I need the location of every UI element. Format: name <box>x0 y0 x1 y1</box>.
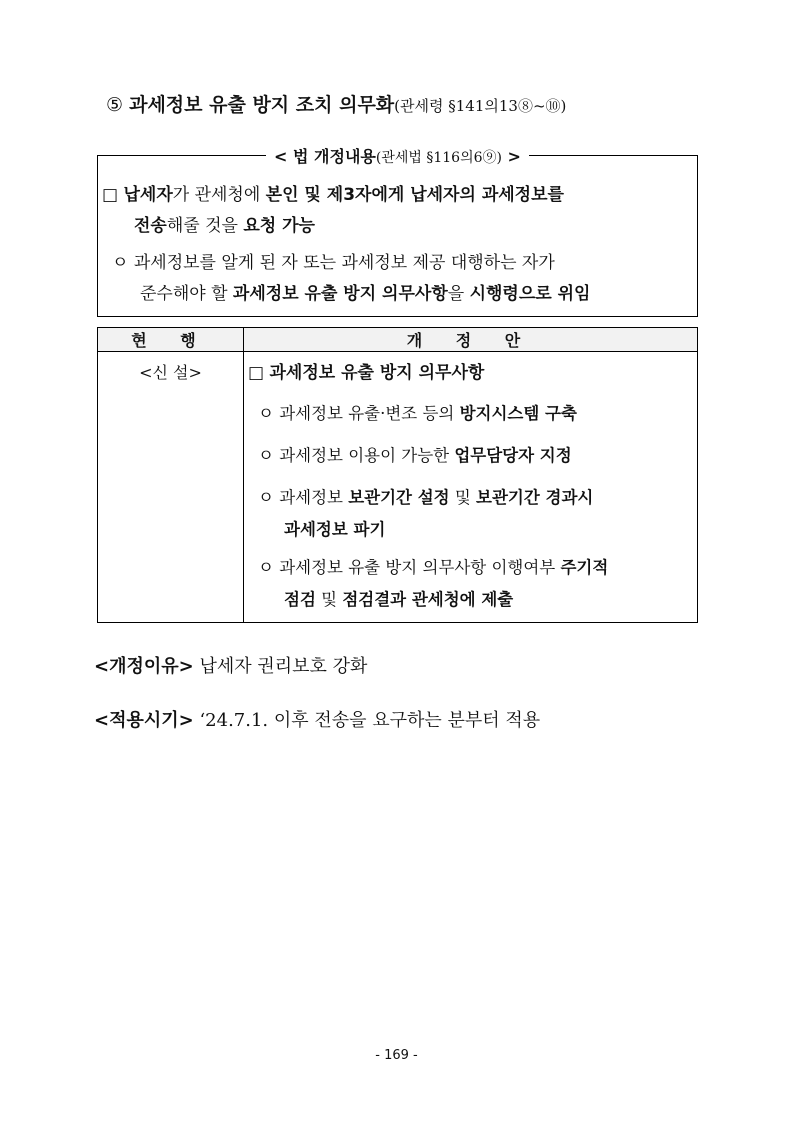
section-number: ⑤ <box>106 94 124 116</box>
effective-date <box>94 706 540 732</box>
table-header-row <box>98 328 698 352</box>
list-item: ㅇ 과세정보 보관기간 설정 및 보관기간 경과시 과세정보 파기 <box>258 488 594 539</box>
table-row <box>98 352 698 623</box>
effective-text: ‘24.7.1. 이후 전송을 요구하는 분부터 적용 <box>193 710 541 731</box>
reason-label: <개정이유> <box>94 656 194 677</box>
summary-item-delegation: ㅇ 과세정보를 알게 된 자 또는 과세정보 제공 대행하는 자가 준수해야 할 과세정보 유출 방지 의무사항을 시행령으로 위임 <box>112 253 591 304</box>
section-reference: (관세령 §141의13⑧~⑩) <box>394 97 567 115</box>
page-number: - 169 - <box>375 1048 418 1063</box>
amendment-reason <box>94 652 367 678</box>
comparison-table <box>97 327 698 623</box>
reason-text: 납세자 권리보호 강화 <box>193 656 368 677</box>
box-title: < 법 개정내용(관세법 §116의6⑨) > <box>98 144 697 167</box>
current-value: <신 설> <box>98 352 244 623</box>
amended-main-item: □ 과세정보 유출 방지 의무사항 <box>248 363 485 383</box>
section-title: 과세정보 유출 방지 조치 의무화 <box>129 94 395 116</box>
header-current: 현 행 <box>98 328 244 352</box>
list-item: ㅇ 과세정보 유출 방지 의무사항 이행여부 주기적 점검 및 점검결과 관세청에 제출 <box>258 558 609 609</box>
amended-content <box>244 352 698 623</box>
list-item: ㅇ 과세정보 유출·변조 등의 방지시스템 구축 <box>258 404 577 423</box>
effective-label: <적용시기> <box>94 710 194 731</box>
law-amendment-box <box>97 147 698 317</box>
section-heading <box>106 90 746 117</box>
header-amended: 개 정 안 <box>244 328 698 352</box>
summary-item-request: □ 납세자가 관세청에 본인 및 제3자에게 납세자의 과세정보를 전송해줄 것을 요청 가능 <box>102 185 564 236</box>
list-item: ㅇ 과세정보 이용이 가능한 업무담당자 지정 <box>258 446 572 465</box>
